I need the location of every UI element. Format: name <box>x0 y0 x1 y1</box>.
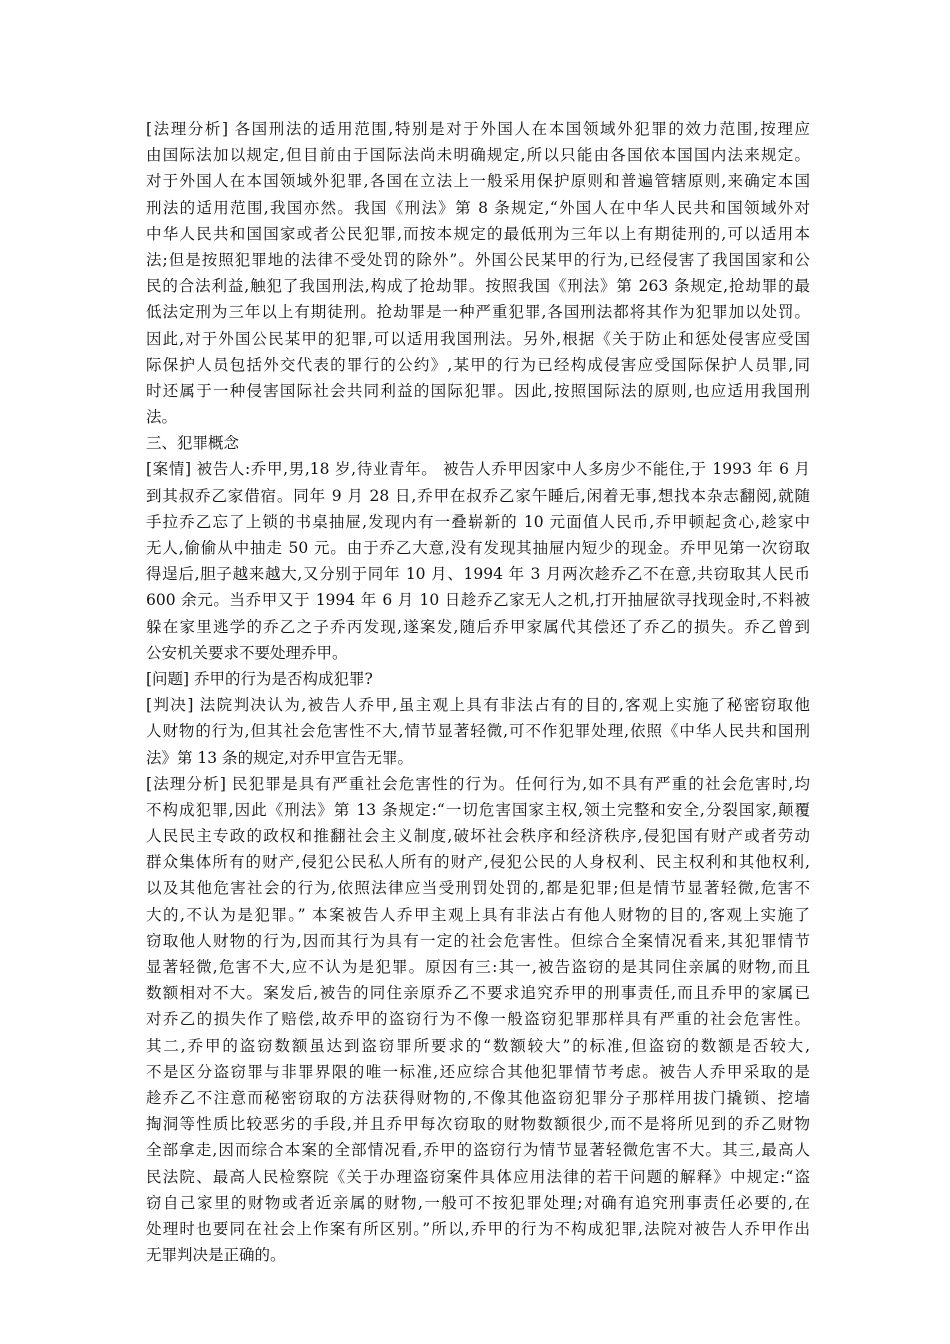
text-line: 不构成犯罪,因此《刑法》第 13 条规定:“一切危害国家主权,领土完整和安全,分裂国家,颠覆 <box>146 800 810 819</box>
text-line: [案情] 被告人:乔甲,男,18 岁,待业青年。 被告人乔甲因家中人多房少不能住,于 1993 年 6 月 <box>146 460 810 479</box>
text-line: 以及其他危害社会的行为,依照法律应当受刑罚处罚的,都是犯罪;但是情节显著轻微,危害不 <box>146 879 810 898</box>
text-line: 窃取他人财物的行为,因而其行为具有一定的社会危害性。但综合全案情况看来,其犯罪情节 <box>146 931 810 950</box>
text-line: 处理时也要同在社会上作案有所区别。”所以,乔甲的行为不构成犯罪,法院对被告人乔甲作出 <box>146 1219 810 1238</box>
text-line: 掏洞等性质比较恶劣的手段,并且乔甲每次窃取的财物数额很少,而不是将所见到的乔乙财物 <box>146 1115 810 1134</box>
text-line: 对于外国人在本国领域外犯罪,各国在立法上一般采用保护原则和普遍管辖原则,来确定本国 <box>146 172 810 191</box>
text-line: 公安机关要求不要处理乔甲。 <box>146 643 348 662</box>
text-line: 群众集体所有的财产,侵犯公民私人所有的财产,侵犯公民的人身权利、民主权利和其他权利, <box>146 853 810 872</box>
text-line: 无罪判决是正确的。 <box>146 1246 286 1265</box>
text-line: [法理分析] 民犯罪是具有严重社会危害性的行为。任何行为,如不具有严重的社会危害时,均 <box>146 774 810 793</box>
text-line: 中华人民共和国国家或者公民犯罪,而按本规定的最低刑为三年以上有期徒刑的,可以适用本 <box>146 224 810 243</box>
text-line: 民的合法利益,触犯了我国刑法,构成了抢劫罪。按照我国《刑法》第 263 条规定,抢劫罪的最 <box>146 277 810 296</box>
text-line: 法;但是按照犯罪地的法律不受处罚的除外”。外国公民某甲的行为,已经侵害了我国国家和公 <box>146 250 810 269</box>
text-line: 显著轻微,危害不大,应不认为是犯罪。原因有三:其一,被告盗窃的是其同住亲属的财物,而且 <box>146 958 810 976</box>
text-line: 到其叔乔乙家借宿。同年 9 月 28 日,乔甲在叔乔乙家午睡后,闲着无事,想找本杂志翻阅,就随 <box>146 486 810 505</box>
text-line: [法理分析] 各国刑法的适用范围,特别是对于外国人在本国领域外犯罪的效力范围,按理应 <box>146 120 810 138</box>
text-line: 低法定刑为三年以上有期徒刑。抢劫罪是一种严重犯罪,各国刑法都将其作为犯罪加以处罚。 <box>146 303 810 322</box>
text-line: 法》第 13 条的规定,对乔甲宣告无罪。 <box>146 748 414 767</box>
text-line: 趁乔乙不注意而秘密窃取的方法获得财物的,不像其他盗窃犯罪分子那样用拔门撬锁、挖墙 <box>146 1088 810 1107</box>
text-line: 刑法的适用范围,我国亦然。我国《刑法》第 8 条规定,“外国人在中华人民共和国领域外对 <box>146 198 810 217</box>
text-line: 全部拿走,因而综合本案的全部情况看,乔甲的盗窃行为情节显著轻微危害不大。其三,最高人 <box>146 1141 810 1160</box>
text-line: 得逞后,胆子越来越大,又分别于同年 10 月、1994 年 3 月两次趁乔乙不在意,共窃取其人民币 <box>146 565 810 584</box>
text-line: [判决] 法院判决认为,被告人乔甲,虽主观上具有非法占有的目的,客观上实施了秘密窃取他 <box>146 696 810 715</box>
text-line: 手拉乔乙忘了上锁的书桌抽屉,发现内有一叠崭新的 10 元面值人民币,乔甲顿起贪心,趁家中 <box>146 512 810 531</box>
text-line: 对乔乙的损失作了赔偿,故乔甲的盗窃行为不像一般盗窃犯罪那样具有严重的社会危害性。 <box>146 1010 810 1029</box>
text-line: 数额相对不大。案发后,被告的同住亲原乔乙不要求追究乔甲的刑事责任,而且乔甲的家属已 <box>146 984 810 1003</box>
text-line: 窃自己家里的财物或者近亲属的财物,一般可不按犯罪处理;对确有追究刑事责任必要的,在 <box>146 1193 810 1212</box>
text-line: 三、犯罪概念 <box>146 434 240 453</box>
text-line: 由国际法加以规定,但目前由于国际法尚未明确规定,所以只能由各国依本国国内法来规定。 <box>146 146 810 165</box>
text-line: 600 余元。当乔甲又于 1994 年 6 月 10 日趁乔乙家无人之机,打开抽屉欲寻找现金时,不料被 <box>146 591 810 610</box>
text-line: 不是区分盗窃罪与非罪界限的唯一标准,还应综合其他犯罪情节考虑。被告人乔甲采取的是 <box>146 1062 810 1081</box>
text-line: 法。 <box>146 408 178 427</box>
text-line: 民法院、最高人民检察院《关于办理盗窃案件具体应用法律的若干问题的解释》中规定:“盗 <box>146 1167 810 1186</box>
document-body <box>146 116 810 1268</box>
text-line: 人财物的行为,但其社会危害性不大,情节显著轻微,可不作犯罪处理,依照《中华人民共和国刑 <box>146 722 810 741</box>
text-line: 时还属于一种侵害国际社会共同利益的国际犯罪。因此,按照国际法的原则,也应适用我国刑 <box>146 381 810 400</box>
text-line: 因此,对于外国公民某甲的犯罪,可以适用我国刑法。另外,根据《关于防止和惩处侵害应受国 <box>146 329 810 348</box>
text-line: 其二,乔甲的盗窃数额虽达到盗窃罪所要求的“数额较大”的标准,但盗窃的数额是否较大, <box>146 1036 810 1055</box>
text-line: 无人,偷偷从中抽走 50 元。由于乔乙大意,没有发现其抽屉内短少的现金。乔甲见第一次窃取 <box>146 539 810 557</box>
text-line: 躲在家里逃学的乔乙之子乔丙发现,遂案发,随后乔甲家属代其偿还了乔乙的损失。乔乙曾到 <box>146 617 810 636</box>
text-line: 人民民主专政的政权和推翻社会主义制度,破坏社会秩序和经济秩序,侵犯国有财产或者劳动 <box>146 827 810 846</box>
text-line: 大的,不认为是犯罪。” 本案被告人乔甲主观上具有非法占有他人财物的目的,客观上实施了 <box>146 905 810 924</box>
text-line: [问题] 乔甲的行为是否构成犯罪? <box>146 669 373 688</box>
text-line: 际保护人员包括外交代表的罪行的公约》,某甲的行为已经构成侵害应受国际保护人员罪,同 <box>146 355 810 374</box>
